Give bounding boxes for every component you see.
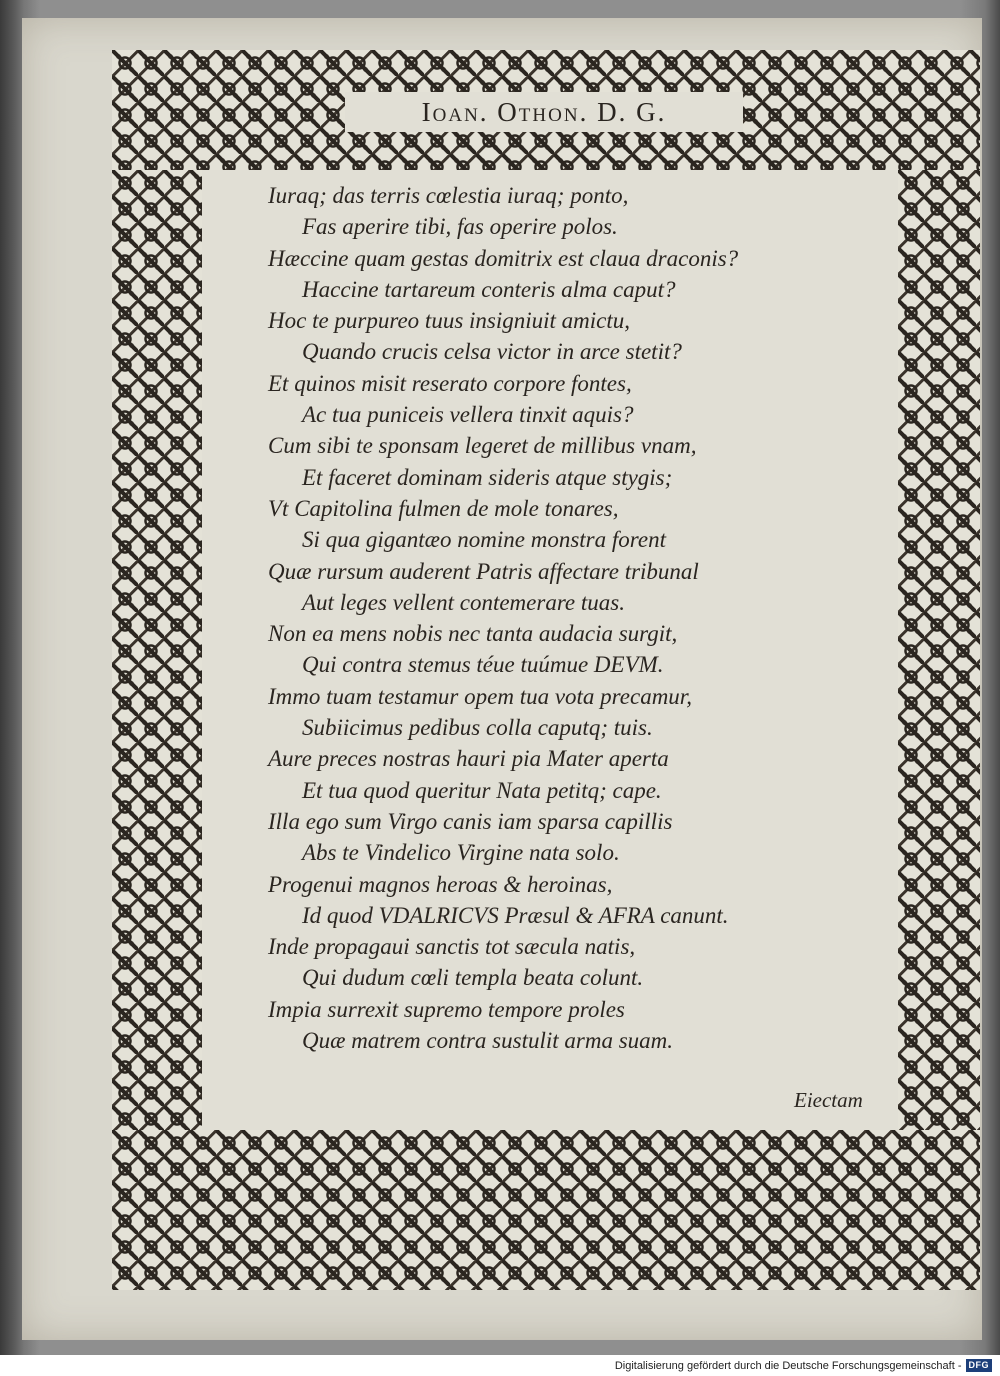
ornamental-border-bottom [112,1130,980,1290]
verse-line: Qui dudum cœli templa beata colunt. [302,965,644,991]
ornamental-border-left [112,170,202,1130]
verse-line: Et quinos misit reserato corpore fontes, [268,370,632,396]
verse-line: Et faceret dominam sideris atque stygis; [302,464,673,490]
verse-line: Immo tuam testamur opem tua vota precamur, [268,683,692,709]
verse-line: Aure preces nostras hauri pia Mater aperta [268,746,669,772]
verse-line: Hoc te purpureo tuus insigniuit amictu, [268,308,631,334]
verse-line: Non ea mens nobis nec tanta audacia surgit, [268,621,678,647]
running-head-plate [345,92,743,132]
verse-line: Impia surrexit supremo tempore proles [268,996,625,1022]
verse-line: Quæ matrem contra sustulit arma suam. [302,1028,673,1054]
verse-line: Qui contra stemus téue tuúmue DEVM. [302,652,664,678]
verse-line: Illa ego sum Virgo canis iam sparsa capillis [268,808,673,834]
catchword: Eiectam [794,1088,863,1112]
dfg-logo: DFG [966,1359,993,1372]
verse-line: Si qua gigantæo nomine monstra forent [302,527,666,553]
verse-line: Quæ rursum auderent Patris affectare tribunal [268,558,699,584]
verse-line: Haccine tartareum conteris alma caput? [302,276,676,302]
verse-line: Id quod VDALRICVS Præsul & AFRA canunt. [302,902,729,928]
verse-line: Progenui magnos heroas & heroinas, [268,871,613,897]
footer-credit: Digitalisierung gefördert durch die Deutsche Forschungsgemeinschaft - [614,1359,962,1372]
verse-line: Iuraq; das terris cœlestia iuraq; ponto, [268,183,629,208]
verse-line: Ac tua puniceis vellera tinxit aquis? [302,402,634,428]
verse-block [268,180,888,1056]
verse-line: Cum sibi te sponsam legeret de millibus vnam, [268,433,697,459]
verse-line: Inde propagaui sanctis tot sæcula natis, [268,934,636,960]
verse-line: Vt Capitolina fulmen de mole tonares, [268,495,619,521]
ornamental-border-right [898,170,980,1130]
verse-line: Abs te Vindelico Virgine nata solo. [302,840,620,866]
verse-line: Quando crucis celsa victor in arce stetit? [302,339,682,365]
verse-line: Fas aperire tibi, fas operire polos. [302,214,618,240]
verse-line: Hæccine quam gestas domitrix est claua draconis? [268,245,739,271]
footer-bar [0,1355,1000,1376]
verse-line: Subiicimus pedibus colla caputq; tuis. [302,715,653,741]
running-head: Ioan. Othon. D. G. [421,96,667,127]
verse-line: Aut leges vellent contemerare tuas. [302,589,625,615]
verse-line: Et tua quod queritur Nata petitq; cape. [302,777,662,803]
